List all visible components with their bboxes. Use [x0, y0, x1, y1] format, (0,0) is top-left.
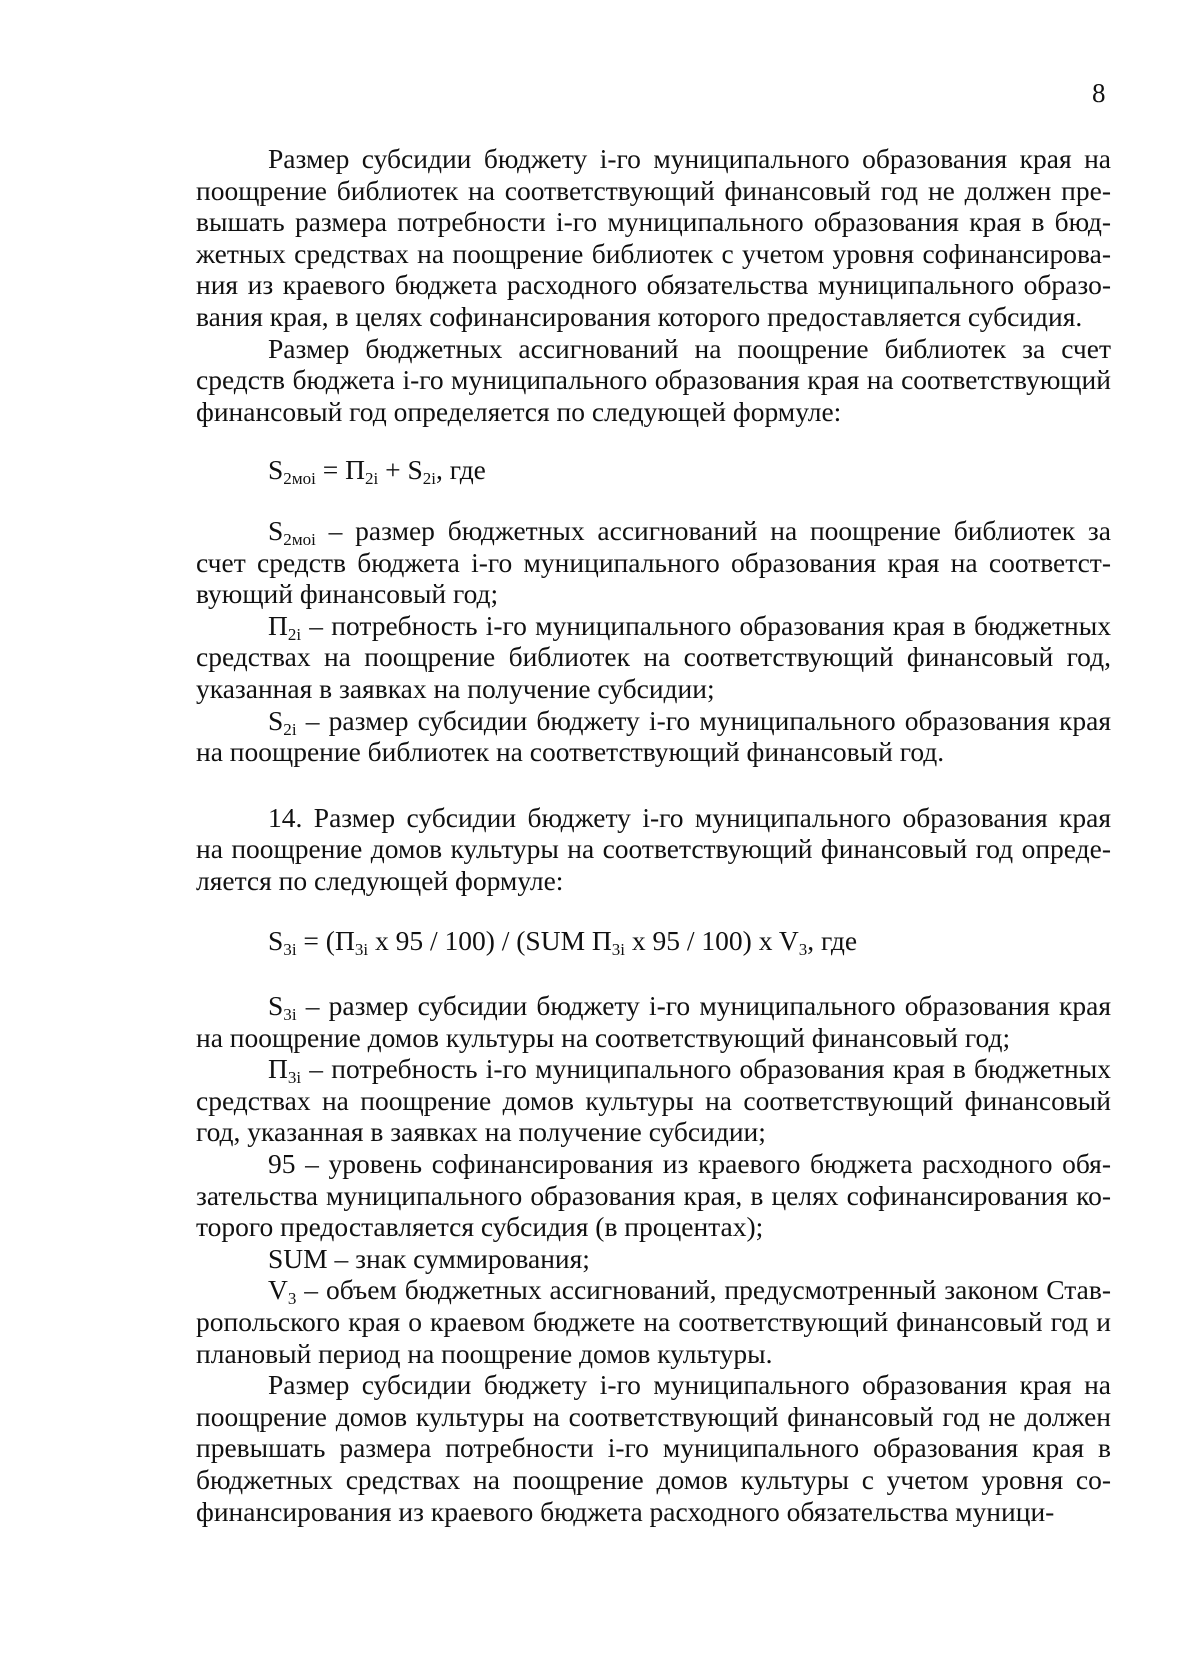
formula-s2moi: $S_{2мoi} = П_{2i} + S_{2i}$, где — [268, 454, 486, 489]
definition-v3: $V_3$ – объем бюджетных ассигнований, предусмотренный законом Ставропольского края о краевом бюджете на соответствующий финансовый год и плановый период на поощрение домов культуры. — [196, 1274, 1111, 1369]
definition-sum: SUM – знак суммирования; — [268, 1242, 590, 1274]
definition-95: 95 – уровень софинансирования из краевого бюджета расходного обязательства муниципального образования края, в целях софинансирования которого предоставляется субсидия (в процентах); — [196, 1148, 1111, 1243]
definition-s2i: $S_{2i}$ – размер субсидии бюджету i-го муниципального образования края на поощрение библиотек на соответствующий финансовый год. — [196, 704, 1111, 768]
page-number: 8 — [1092, 78, 1106, 108]
section-14-heading-paragraph: 14. Размер субсидии бюджету i-го муниципального образования края на поощрение домов культуры на соответствующий финансовый год определяется по следующей формуле: — [196, 801, 1111, 896]
definition-p3i: $П_{3i}$ – потребность i-го муниципального образования края в бюджетных средствах на поощрение домов культуры на соответствующий финансовый год, указанная в заявках на получение субсидии; — [196, 1053, 1111, 1148]
definition-s3i: $S_{3i}$ – размер субсидии бюджету i-го муниципального образования края на поощрение домов культуры на соответствующий финансовый год; — [196, 990, 1111, 1053]
definition-s2moi: $S_{2мoi}$ – размер бюджетных ассигнований на поощрение библиотек за счет средств бюджета i-го муниципального образования края на соответствующий финансовый год; — [196, 514, 1111, 610]
definition-p2i: $П_{2i}$ – потребность i-го муниципального образования края в бюджетных средствах на поощрение библиотек на соответствующий финансовый год, указанная в заявках на получение субсидии; — [196, 609, 1111, 704]
paragraph-subsidy-limit-libraries: Размер субсидии бюджету i-го муниципального образования края на поощрение библиотек на соответствующий финансовый год не должен превышать размера потребности i-го муниципального образования края в бюджетных средствах на поощрение библиотек с учетом уровня софинансирования из краевого бюджета расходного обязательства муниципального образования края, в целях софинансирования которого предоставляется субсидия. — [196, 143, 1111, 332]
document-body — [196, 143, 1111, 1527]
paragraph-budget-allocation-libraries: Размер бюджетных ассигнований на поощрение библиотек за счет средств бюджета i-го муниципального образования края на соответствующий финансовый год определяется по следующей формуле: — [196, 332, 1111, 427]
formula-s3i: $S_{3i} = (П_{3i}$ x 95 / 100) / (SUM $П_{3i}$ x 95 / 100) x $V_3$, где — [268, 925, 858, 960]
paragraph-subsidy-limit-culture-houses: Размер субсидии бюджету i-го муниципального образования края на поощрение домов культуры на соответствующий финансовый год не должен превышать размера потребности i-го муниципального образования края в бюджетных средствах на поощрение домов культуры с учетом уровня софинансирования из краевого бюджета расходного обязательства муници- — [196, 1369, 1111, 1527]
